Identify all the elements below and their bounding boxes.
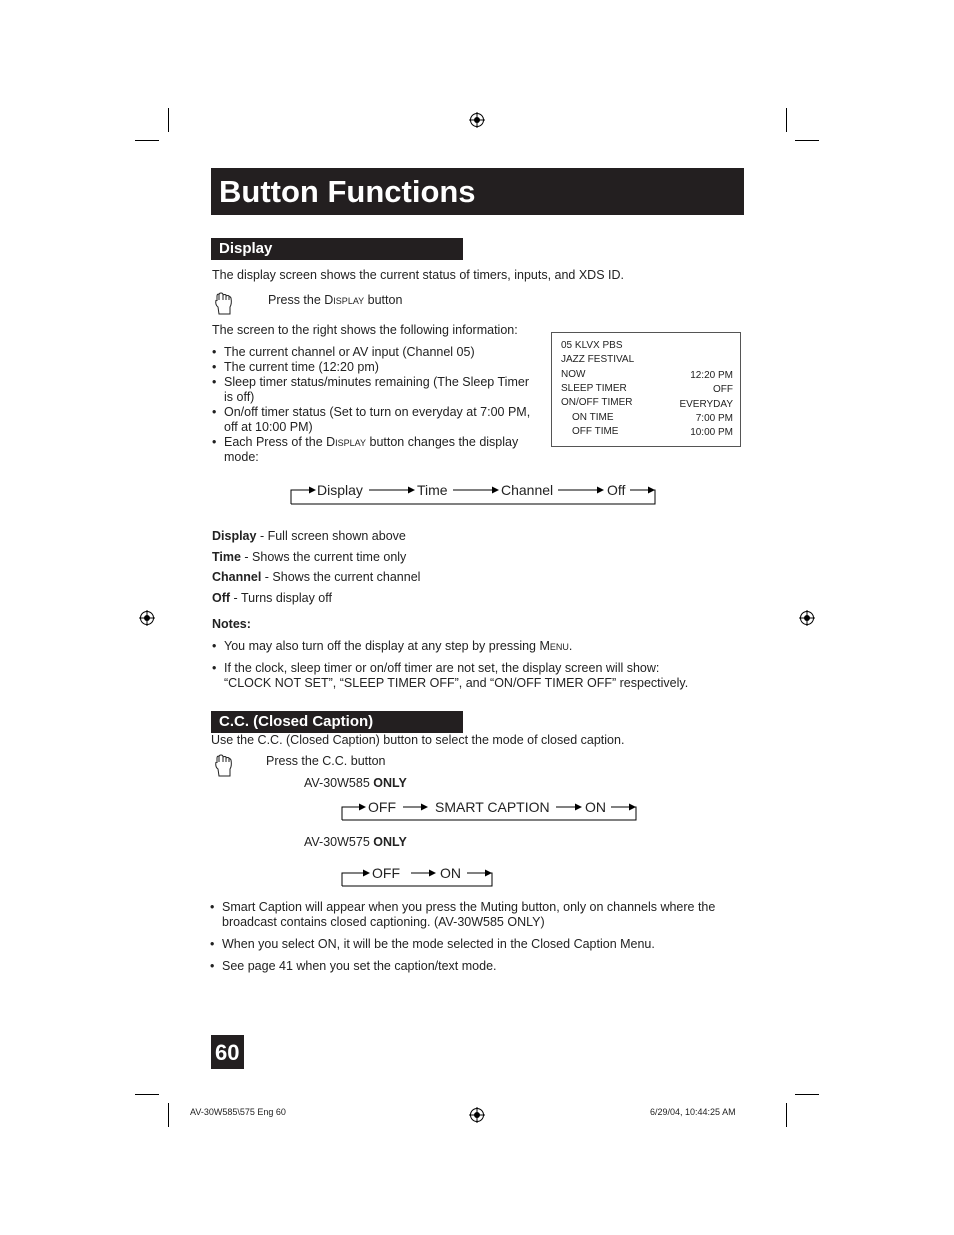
osd-value: EVERYDAY <box>679 399 733 410</box>
hand-press-icon <box>213 292 235 316</box>
footer-timestamp: 6/29/04, 10:44:25 AM <box>650 1107 736 1117</box>
list-item: • See page 41 when you set the caption/text mode. <box>210 959 750 974</box>
list-item: • You may also turn off the display at any step by pressing Menu. <box>212 639 732 654</box>
screen-intro: The screen to the right shows the following information: <box>212 323 518 337</box>
list-item: • Each Press of the Display button changes the display mode: <box>212 435 542 465</box>
osd-label: NOW <box>561 369 586 380</box>
list-item: • Smart Caption will appear when you press the Muting button, only on channels where the broadcast contains closed captioning. (AV-30W585 ONLY) <box>210 900 750 930</box>
page-title-bar <box>211 168 744 215</box>
registration-mark-icon <box>469 112 485 128</box>
crop-mark <box>168 108 169 132</box>
list-item: • The current time (12:20 pm) <box>212 360 542 375</box>
flow-step: OFF <box>368 799 396 815</box>
list-item: • The current channel or AV input (Channel 05) <box>212 345 542 360</box>
list-item: • When you select ON, it will be the mode selected in the Closed Caption Menu. <box>210 937 750 952</box>
page-title: Button Functions <box>219 174 476 209</box>
list-item: • On/off timer status (Set to turn on everyday at 7:00 PM, off at 10:00 PM) <box>212 405 542 435</box>
cc-notes-list <box>210 900 750 974</box>
registration-mark-icon <box>469 1107 485 1123</box>
osd-label: OFF TIME <box>572 426 619 437</box>
section-heading: C.C. (Closed Caption) <box>219 713 374 730</box>
page-number-badge <box>211 1035 244 1069</box>
hand-press-icon <box>213 754 235 778</box>
cc-section-header <box>211 711 463 733</box>
osd-value: OFF <box>713 384 733 395</box>
osd-value: 7:00 PM <box>695 413 733 424</box>
press-display-instruction: Press the Display button <box>268 293 403 307</box>
display-info-list <box>212 345 542 465</box>
flow-step: ON <box>585 799 606 815</box>
crop-mark <box>786 1103 787 1127</box>
display-screen-example <box>551 332 741 447</box>
crop-mark <box>795 140 819 141</box>
crop-mark <box>135 1094 159 1095</box>
crop-mark <box>168 1103 169 1127</box>
mode-description: Display - Full screen shown above <box>212 529 406 543</box>
notes-list <box>212 639 732 691</box>
display-intro: The display screen shows the current status of timers, inputs, and XDS ID. <box>212 268 624 282</box>
mode-description: Channel - Shows the current channel <box>212 570 421 584</box>
footer-file-info: AV-30W585\575 Eng 60 <box>190 1107 286 1117</box>
registration-mark-icon <box>799 610 815 626</box>
flow-step: ON <box>440 865 461 881</box>
list-item: • Sleep timer status/minutes remaining (The Sleep Timer is off) <box>212 375 542 405</box>
registration-mark-icon <box>139 610 155 626</box>
flow-step: Time <box>417 482 448 498</box>
crop-mark <box>795 1094 819 1095</box>
mode-description: Off - Turns display off <box>212 591 332 605</box>
osd-value: 12:20 PM <box>690 370 733 381</box>
page-number: 60 <box>215 1040 240 1065</box>
flow-step: Off <box>607 482 626 498</box>
flow-step: SMART CAPTION <box>435 799 550 815</box>
crop-mark <box>135 140 159 141</box>
notes-heading: Notes: <box>212 617 251 631</box>
osd-channel: 05 KLVX PBS <box>561 340 623 351</box>
model-label: AV-30W585 ONLY <box>304 776 407 790</box>
flow-arrows <box>341 863 496 889</box>
press-cc-instruction: Press the C.C. button <box>266 754 386 768</box>
flow-step: Channel <box>501 482 554 498</box>
osd-label: SLEEP TIMER <box>561 383 627 394</box>
flow-step: OFF <box>372 865 400 881</box>
cc-mode-flow-585 <box>341 797 639 823</box>
cc-intro: Use the C.C. (Closed Caption) button to select the mode of closed caption. <box>211 733 625 747</box>
mode-description: Time - Shows the current time only <box>212 550 407 564</box>
cc-mode-flow-575 <box>341 863 496 889</box>
display-section-header <box>211 238 463 260</box>
section-heading: Display <box>219 240 273 257</box>
osd-label: ON/OFF TIMER <box>561 397 633 408</box>
display-mode-flow <box>290 480 658 508</box>
list-item: • If the clock, sleep timer or on/off timer are not set, the display screen will show: “CLOCK NOT SET”, “SLEEP TIMER OFF”, and “ON/OFF TIMER OFF” respectively. <box>212 661 732 691</box>
model-label: AV-30W575 ONLY <box>304 835 407 849</box>
osd-program: JAZZ FESTIVAL <box>561 354 635 365</box>
crop-mark <box>786 108 787 132</box>
osd-value: 10:00 PM <box>690 427 733 438</box>
flow-step: Display <box>317 482 363 498</box>
osd-label: ON TIME <box>572 412 614 423</box>
